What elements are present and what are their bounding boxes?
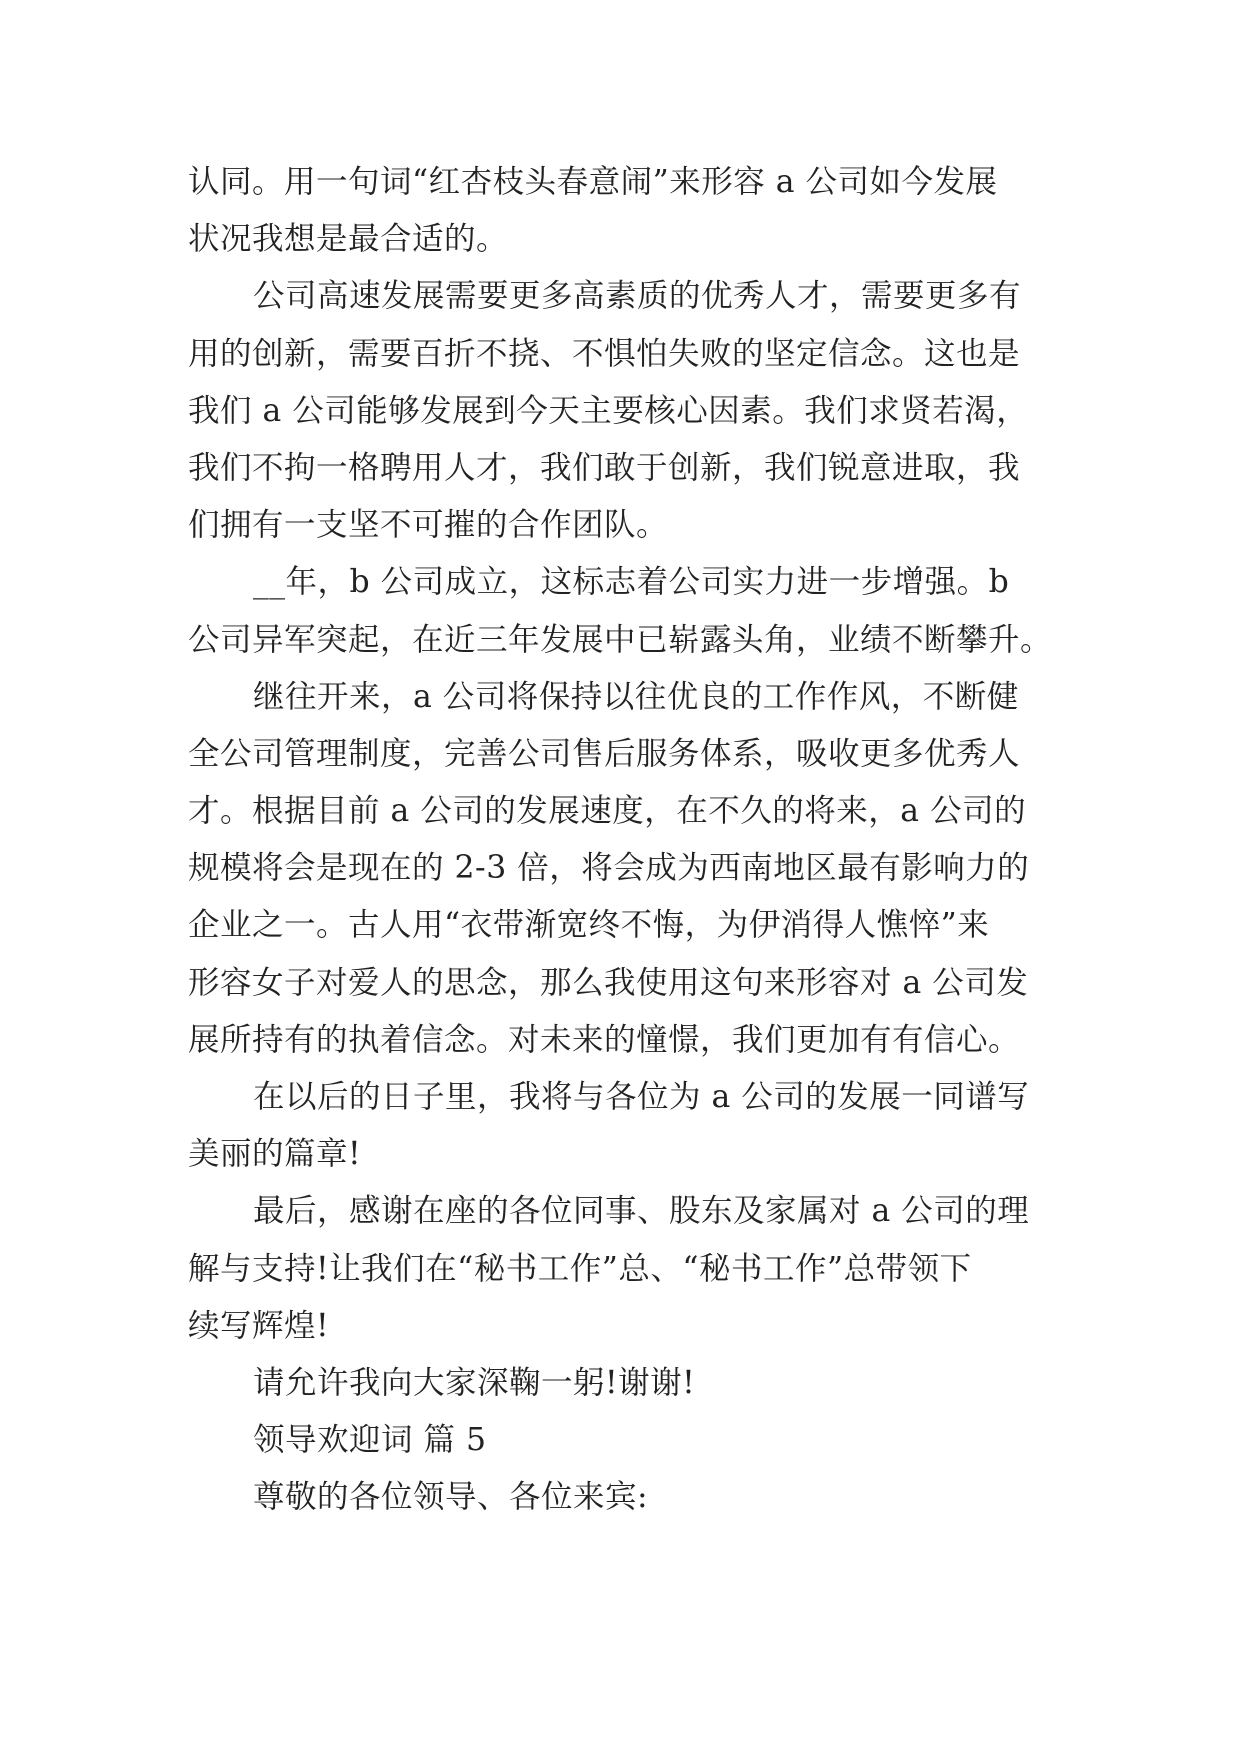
text-line: 才。根据目前 a 公司的发展速度，在不久的将来，a 公司的 [188,793,1027,830]
paragraph-start-line: 最后，感谢在座的各位同事、股东及家属对 a 公司的理 [253,1193,1030,1230]
section-heading: 领导欢迎词 篇 5 [253,1422,487,1459]
salutation-line: 尊敬的各位领导、各位来宾: [253,1479,649,1516]
paragraph-start-line: 公司高速发展需要更多高素质的优秀人才，需要更多有 [253,278,1022,315]
text-line: 形容女子对爱人的思念，那么我使用这句来形容对 a 公司发 [188,964,1029,1001]
text-line: 我们 a 公司能够发展到今天主要核心因素。我们求贤若渴， [188,392,1029,429]
document-body [188,154,1068,1527]
text-line: 状况我想是最合适的。 [188,221,509,258]
text-line: 认同。用一句词“红杏枝头春意闹”来形容 a 公司如今发展 [188,164,998,200]
text-line: 展所持有的执着信念。对未来的憧憬，我们更加有有信心。 [188,1021,1021,1058]
paragraph-start-line: __年，b 公司成立，这标志着公司实力进一步增强。b [253,564,1010,601]
text-line: 们拥有一支坚不可摧的合作团队。 [188,507,669,544]
text-line: 解与支持!让我们在“秘书工作”总、“秘书工作”总带领下 [188,1250,972,1287]
text-line: 规模将会是现在的 2-3 倍，将会成为西南地区最有影响力的 [188,850,1030,887]
text-line: 我们不拘一格聘用人才，我们敢于创新，我们锐意进取，我 [188,449,1021,486]
text-line: 续写辉煌! [188,1307,330,1344]
text-line: 美丽的篇章! [188,1136,362,1173]
text-line: 全公司管理制度，完善公司售后服务体系，吸收更多优秀人 [188,735,1021,772]
paragraph-start-line: 在以后的日子里，我将与各位为 a 公司的发展一同谱写 [253,1079,1030,1115]
paragraph-start-line: 请允许我向大家深鞠一躬!谢谢! [253,1364,696,1401]
text-line: 企业之一。古人用“衣带渐宽终不悔，为伊消得人憔悴”来 [188,907,990,944]
text-line: 公司异军突起，在近三年发展中已崭露头角，业绩不断攀升。 [188,621,1053,658]
text-line: 用的创新，需要百折不挠、不惧怕失败的坚定信念。这也是 [188,335,1021,372]
paragraph-start-line: 继往开来，a 公司将保持以往优良的工作作风，不断健 [253,678,1019,715]
